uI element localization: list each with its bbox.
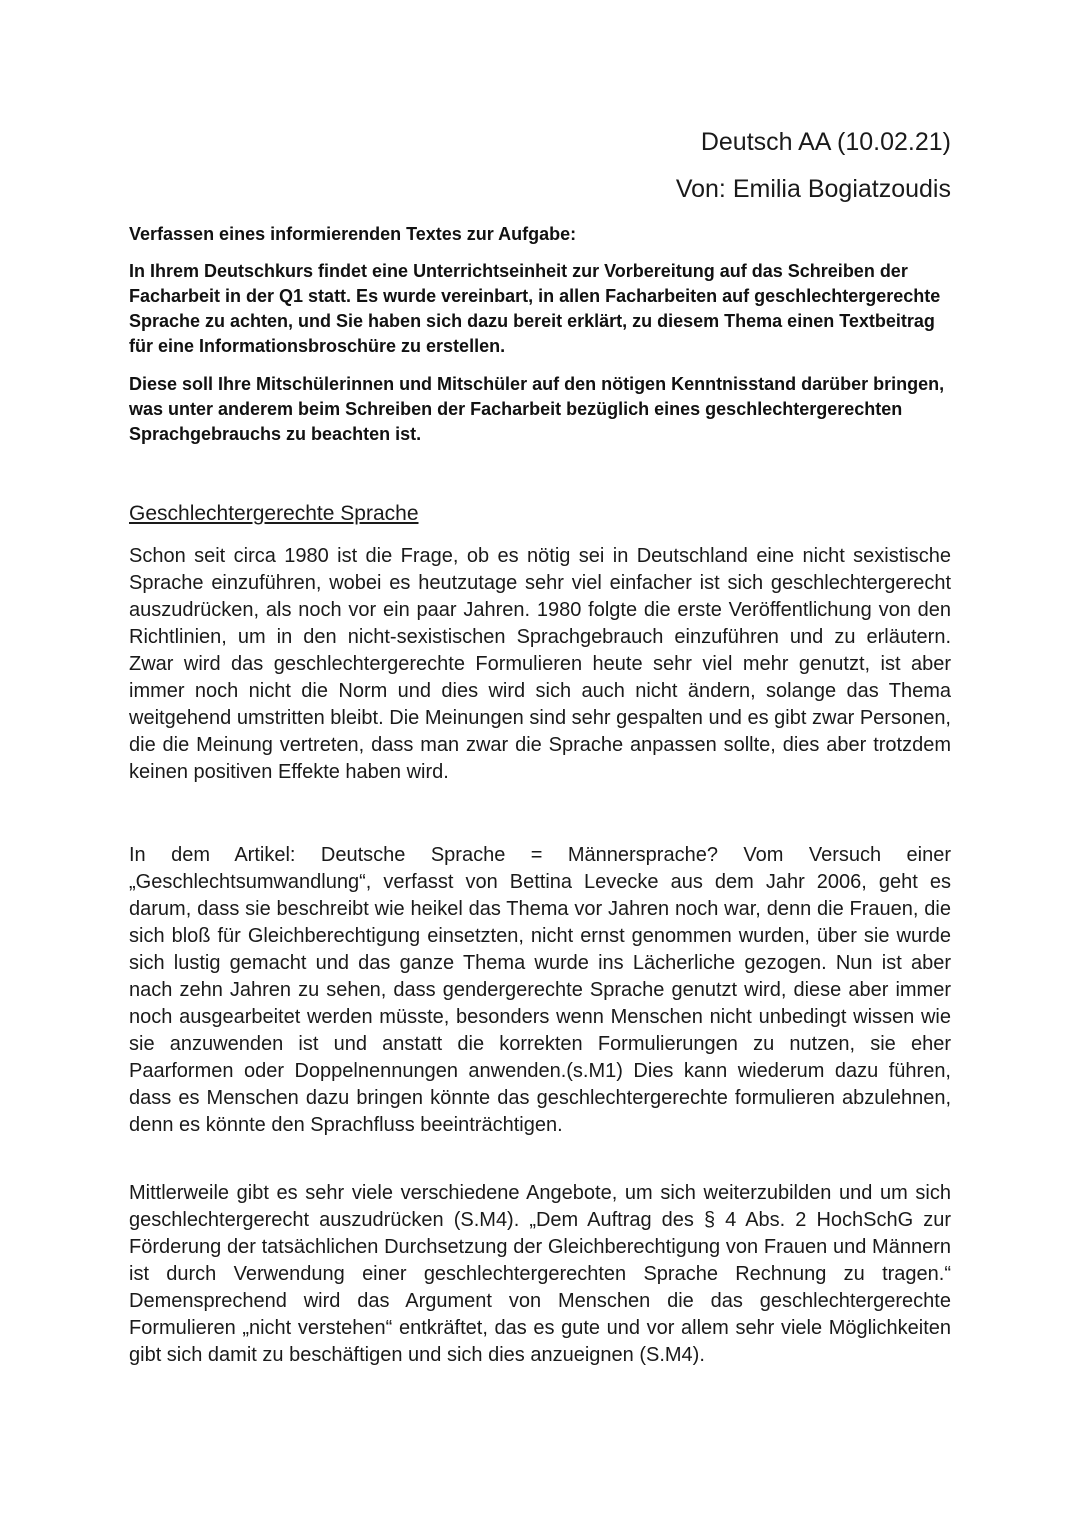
essay-paragraph: In dem Artikel: Deutsche Sprache = Männersprache? Vom Versuch einer „Geschlechtsumwandlung“, verfasst von Bettina Levecke aus dem Jahr 2006, geht es darum, dass sie beschreibt wie heikel das Thema vor Jahren noch war, denn die Frauen, die sich bloß für Gleichberechtigung einsetzten, nicht ernst genommen wurden, über sie wurde sich lustig gemacht und das ganze Thema wurde ins Lächerliche gezogen. Nun ist aber nach zehn Jahren zu sehen, dass gendergerechte Sprache genutzt wird, diese aber immer noch ausgearbeitet werden müsste, besonders wenn Menschen nicht unbedingt wissen wie sie anzuwenden ist und anstatt die korrekten Formulierungen zu nutzen, sie eher Paarformen oder Doppelnennungen anwenden.(s.M1) Dies kann wiederum dazu führen, dass es Menschen dazu bringen könnte das geschlechtergerechte formulieren abzulehnen, denn es könnte den Sprachfluss beeinträchtigen. <box>129 844 951 1136</box>
essay-paragraph: Mittlerweile gibt es sehr viele verschiedene Angebote, um sich weiterzubilden und um sich geschlechtergerecht auszudrücken (S.M4). „Dem Auftrag des § 4 Abs. 2 HochSchG zur Förderung der tatsächlichen Durchsetzung der Gleichberechtigung von Frauen und Männern ist durch Verwendung einer geschlechtergerechten Sprache Rechnung zu tragen.“ Demensprechend wird das Argument von Menschen die das geschlechtergerechte Formulieren „nicht verstehen“ entkräftet, das es gute und vor allem sehr viele Möglichkeiten gibt sich damit zu beschäftigen und sich dies anzueignen (S.M4). <box>129 1182 951 1366</box>
essay-paragraph: Schon seit circa 1980 ist die Frage, ob es nötig sei in Deutschland eine nicht sexistische Sprache einzuführen, wobei es heutzutage sehr viel einfacher ist sich geschlechtergerecht auszudrücken, als noch vor ein paar Jahren. 1980 folgte die erste Veröffentlichung von den Richtlinien, um in den nicht-sexistischen Sprachgebrauch einzuführen und zu erläutern. Zwar wird das geschlechtergerechte Formulieren heute sehr viel mehr genutzt, ist aber immer noch nicht die Norm und dies wird sich auch nicht ändern, solange das Thema weitgehend umstritten bleibt. Die Meinungen sind sehr gespalten und es gibt zwar Personen, die die Meinung vertreten, dass man zwar die Sprache anpassen sollte, dies aber trotzdem keinen positiven Effekte haben wird. <box>129 545 951 783</box>
task-goal-paragraph: Diese soll Ihre Mitschülerinnen und Mitschüler auf den nötigen Kenntnisstand darüber bringen, was unter anderem beim Schreiben der Facharbeit bezüglich eines geschlechtergerechten Sprachgebrauchs zu beachten ist. <box>129 374 945 444</box>
course-date-header: Deutsch AA (10.02.21) <box>700 128 951 156</box>
essay-title: Geschlechtergerechte Sprache <box>129 502 419 525</box>
task-description-paragraph: In Ihrem Deutschkurs findet eine Unterrichtseinheit zur Vorbereitung auf das Schreiben der Facharbeit in der Q1 statt. Es wurde vereinbart, in allen Facharbeiten auf geschlechtergerechte Sprache zu achten, und Sie haben sich dazu bereit erklärt, zu diesem Thema einen Textbeitrag für eine Informationsbroschüre zu erstellen. <box>129 261 941 356</box>
task-heading: Verfassen eines informierenden Textes zur Aufgabe: <box>129 224 577 244</box>
author-header: Von: Emilia Bogiatzoudis <box>675 175 951 203</box>
